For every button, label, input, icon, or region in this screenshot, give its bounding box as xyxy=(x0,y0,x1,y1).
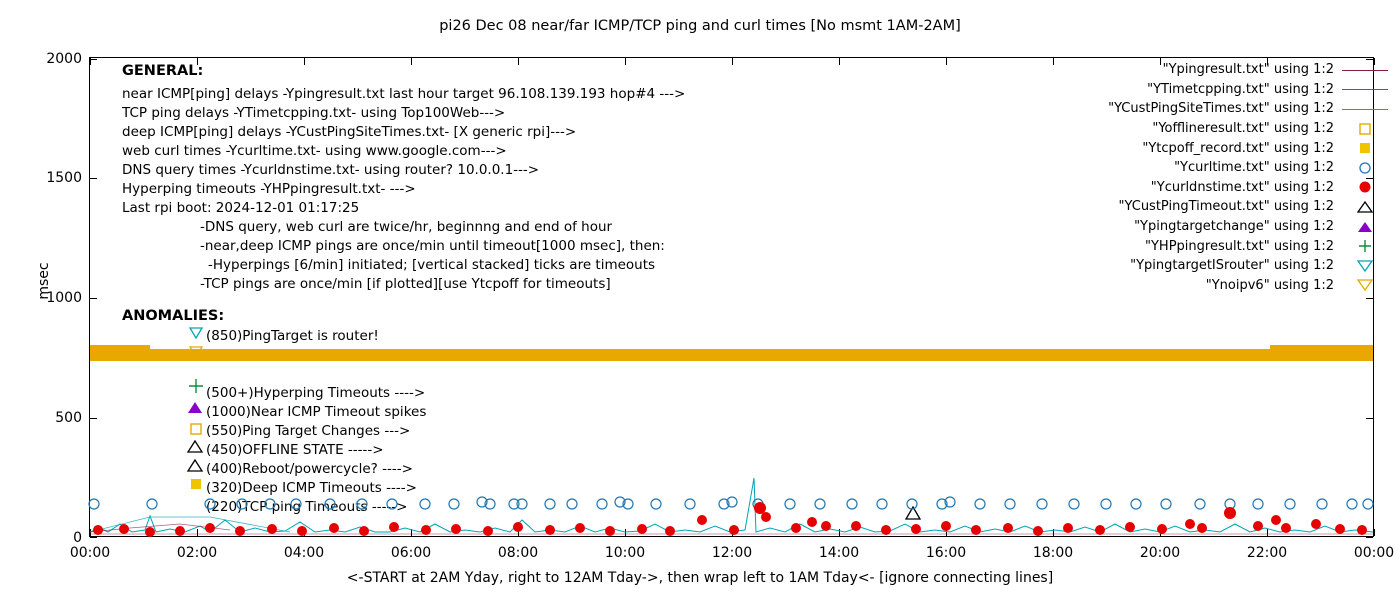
legend-label-9: "YHPpingresult.txt" using 1:2 xyxy=(1145,238,1334,254)
legend-label-11: "Ynoipv6" using 1:2 xyxy=(1205,277,1334,293)
anomaly-label-3: (1000)Near ICMP Timeout spikes xyxy=(206,404,427,420)
anomaly-label-2: (500+)Hyperping Timeouts ----> xyxy=(206,385,426,401)
legend-label-6: "Ycurldnstime.txt" using 1:2 xyxy=(1150,179,1334,195)
anomaly-label-0: (850)PingTarget is router! xyxy=(206,328,379,344)
notes-general-heading: GENERAL: xyxy=(122,63,204,79)
y-axis-label: msec xyxy=(36,262,52,300)
triangle-filled-icon xyxy=(1357,220,1373,234)
note-general-7: -DNS query, web curl are twice/hr, beginnng and end of hour xyxy=(200,219,613,235)
legend-key-circle-open-icon xyxy=(1342,159,1388,177)
note-general-2: deep ICMP[ping] delays -YCustPingSiteTimes.txt- [X generic rpi]---> xyxy=(122,124,577,140)
x-tick-label-8: 16:00 xyxy=(925,545,967,561)
y-tickmark-0-right xyxy=(1366,537,1373,538)
x-tick-label-7: 14:00 xyxy=(818,545,860,561)
legend-label-5: "Ycurltime.txt" using 1:2 xyxy=(1174,160,1334,176)
legend-key-line-ycustpingsitetimes xyxy=(1342,100,1388,118)
note-general-9: -Hyperpings [6/min] initiated; [vertical stacked] ticks are timeouts xyxy=(208,257,656,273)
triangle-down-open-icon xyxy=(1357,259,1373,273)
x-tick-label-9: 18:00 xyxy=(1032,545,1074,561)
legend-item-8[interactable] xyxy=(1088,217,1388,237)
note-general-4: DNS query times -Ycurldnstime.txt- using router? 10.0.0.1---> xyxy=(122,162,540,178)
note-general-6: Last rpi boot: 2024-12-01 01:17:25 xyxy=(122,200,360,216)
anomaly-label-5: (450)OFFLINE STATE -----> xyxy=(206,442,384,458)
y-tick-0: 0 xyxy=(73,530,82,546)
triangle-down-open-icon xyxy=(1357,278,1373,292)
note-general-0: near ICMP[ping] delays -Ypingresult.txt last hour target 96.108.139.193 hop#4 ---> xyxy=(122,86,686,102)
x-tick-label-5: 10:00 xyxy=(604,545,646,561)
notes-anomalies-heading: ANOMALIES: xyxy=(122,308,225,324)
circle-filled-icon xyxy=(1358,180,1372,194)
legend-label-7: "YCustPingTimeout.txt" using 1:2 xyxy=(1118,199,1334,215)
x-axis-caption: <-START at 2AM Yday, right to 12AM Tday->, then wrap left to 1AM Tday<- [ignore connecting lines] xyxy=(346,570,1054,586)
legend-key-line-ytimetcpping xyxy=(1342,80,1388,98)
anomaly-label-6: (400)Reboot/powercycle? ----> xyxy=(206,461,413,477)
legend-key-triangle-open-icon xyxy=(1342,198,1388,216)
legend-key-plus-icon xyxy=(1342,237,1388,255)
legend-label-10: "YpingtargetISrouter" using 1:2 xyxy=(1130,258,1334,274)
legend-item-2[interactable] xyxy=(1088,99,1388,119)
legend-item-4[interactable] xyxy=(1088,138,1388,158)
legend-item-0[interactable] xyxy=(1088,60,1388,80)
x-tick-label-10: 20:00 xyxy=(1139,545,1181,561)
legend-label-8: "Ypingtargetchange" using 1:2 xyxy=(1134,219,1334,235)
x-tick-label-6: 12:00 xyxy=(711,545,753,561)
legend-item-5[interactable] xyxy=(1088,158,1388,178)
legend-item-10[interactable] xyxy=(1088,256,1388,276)
y-tick-1000: 1000 xyxy=(46,290,82,306)
anomaly-label-7: (320)Deep ICMP Timeouts ----> xyxy=(206,480,417,496)
legend-label-0: "Ypingresult.txt" using 1:2 xyxy=(1162,62,1334,78)
note-general-3: web curl times -Ycurltime.txt- using www.google.com---> xyxy=(122,143,507,159)
x-tick-label-11: 22:00 xyxy=(1246,545,1288,561)
y-tick-1500: 1500 xyxy=(46,170,82,186)
legend-label-2: "YCustPingSiteTimes.txt" using 1:2 xyxy=(1108,101,1334,117)
note-general-1: TCP ping delays -YTimetcpping.txt- using Top100Web---> xyxy=(122,105,506,121)
legend-key-circle-filled-icon xyxy=(1342,178,1388,196)
x-tickmark-12 xyxy=(1374,529,1375,536)
legend-item-7[interactable] xyxy=(1088,197,1388,217)
x-tick-label-1: 02:00 xyxy=(176,545,218,561)
legend-key-line-ypingresult xyxy=(1342,61,1388,79)
y-tick-500: 500 xyxy=(55,410,82,426)
anomaly-label-4: (550)Ping Target Changes ---> xyxy=(206,423,411,439)
legend-key-triangle-down-open-icon xyxy=(1342,257,1388,275)
x-tick-label-0: 00:00 xyxy=(69,545,111,561)
legend-item-9[interactable] xyxy=(1088,236,1388,256)
legend-label-4: "Ytcpoff_record.txt" using 1:2 xyxy=(1142,140,1334,156)
triangle-open-icon xyxy=(1357,200,1373,214)
legend-key-triangle-down-open-gold-icon xyxy=(1342,276,1388,294)
x-tick-label-2: 04:00 xyxy=(283,545,325,561)
anomaly-label-8: (220)TCP ping Timeouts -----> xyxy=(206,499,408,515)
note-general-8: -near,deep ICMP pings are once/min until timeout[1000 msec], then: xyxy=(200,238,665,254)
x-tick-label-4: 08:00 xyxy=(497,545,539,561)
circle-open-icon xyxy=(1358,161,1372,175)
legend-label-1: "YTimetcpping.txt" using 1:2 xyxy=(1147,81,1334,97)
x-tick-label-12: 00:00 xyxy=(1353,545,1395,561)
plus-icon xyxy=(1358,239,1372,253)
legend-key-square-filled-icon xyxy=(1342,139,1388,157)
legend-key-square-open-icon xyxy=(1342,120,1388,138)
legend-item-11[interactable] xyxy=(1088,276,1388,296)
y-tickmark-0 xyxy=(90,537,97,538)
chart-title: pi26 Dec 08 near/far ICMP/TCP ping and curl times [No msmt 1AM-2AM] xyxy=(439,18,961,34)
legend-key-triangle-filled-icon xyxy=(1342,218,1388,236)
note-general-5: Hyperping timeouts -YHPpingresult.txt- ---> xyxy=(122,181,416,197)
note-general-10: -TCP pings are once/min [if plotted][use Ytcpoff for timeouts] xyxy=(200,276,611,292)
square-filled-icon xyxy=(1358,141,1372,155)
legend-item-1[interactable] xyxy=(1088,80,1388,100)
legend-label-3: "Yofflineresult.txt" using 1:2 xyxy=(1152,121,1334,137)
y-tick-2000: 2000 xyxy=(46,51,82,67)
square-open-icon xyxy=(1358,122,1372,136)
legend-item-6[interactable] xyxy=(1088,178,1388,198)
legend xyxy=(1088,60,1388,295)
x-tick-label-3: 06:00 xyxy=(390,545,432,561)
legend-item-3[interactable] xyxy=(1088,119,1388,139)
